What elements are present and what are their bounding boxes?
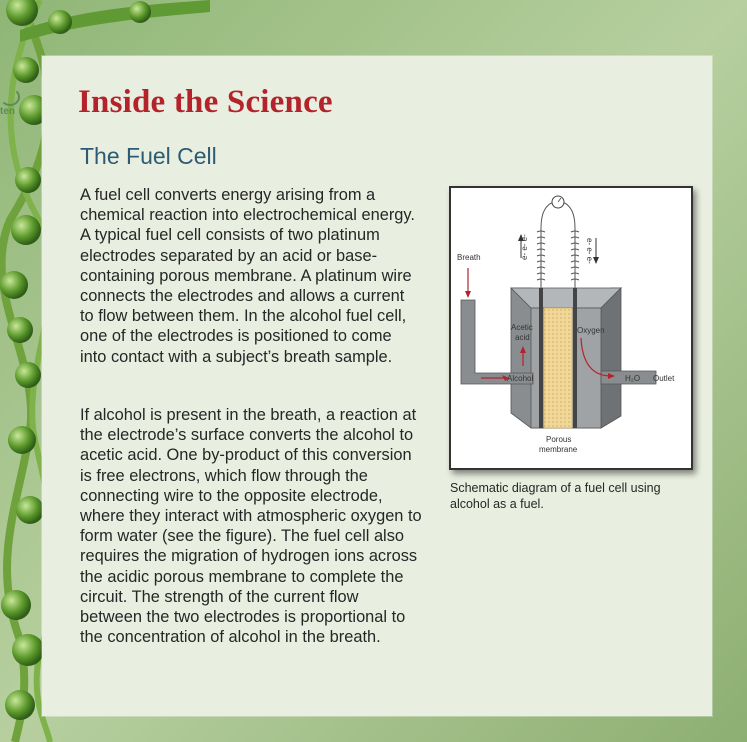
fuel-cell-figure xyxy=(449,186,693,470)
body-paragraph-2: If alcohol is present in the breath, a reaction at the electrode’s surface converts the alcohol to acetic acid. One by-product of this conversion is free electrons, which flow through the connecting wire to the opposite electrode, where they interact with atmospheric oxygen to form water (see the figure). The fuel cell also requires the migration of hydrogen ions across the acidic porous membrane to complete the circuit. The strength of the current flow between the two electrodes is proportional to the concentration of alcohol in the breath. xyxy=(80,406,422,647)
membrane-label: membrane xyxy=(539,445,578,454)
acetic-acid-label: Acetic xyxy=(511,323,533,332)
electron-label-right: e- e- e- xyxy=(585,238,594,264)
porous-label: Porous xyxy=(546,435,572,444)
logo-fragment xyxy=(0,88,22,122)
wire-coil-right xyxy=(562,202,579,288)
cell-right-face xyxy=(601,288,621,428)
leaf-decoration xyxy=(20,0,210,42)
outlet-label: Outlet xyxy=(653,374,675,383)
alcohol-label: Alcohol xyxy=(507,374,534,383)
oxygen-label: Oxygen xyxy=(577,326,605,335)
figure-caption: Schematic diagram of a fuel cell using alcohol as a fuel. xyxy=(450,481,661,511)
water-label: H₂O xyxy=(625,374,641,383)
acetic-acid-label-2: acid xyxy=(515,333,530,342)
wire-coil-left xyxy=(537,202,554,288)
electron-label-left: e- e- e- xyxy=(520,234,529,260)
breath-label: Breath xyxy=(457,253,481,262)
logo-ring-icon xyxy=(0,88,20,106)
logo-text: ten xyxy=(0,106,15,117)
body-paragraph-1: A fuel cell converts energy arising from a chemical reaction into electrochemical energy. A typical fuel cell consists of two platinum electrodes separated by an acid or base-containing porous membrane. A platinum wire connects the electrodes and allows a current to flow between them. In the alcohol fuel cell, one of the electrodes is positioned to come into contact with a subject’s breath sample. xyxy=(80,186,415,366)
fuel-cell-diagram xyxy=(451,188,691,468)
electrode-right xyxy=(573,288,577,428)
section-subheading: The Fuel Cell xyxy=(80,143,217,169)
page-headline: Inside the Science xyxy=(78,84,333,120)
electrode-left xyxy=(539,288,543,428)
